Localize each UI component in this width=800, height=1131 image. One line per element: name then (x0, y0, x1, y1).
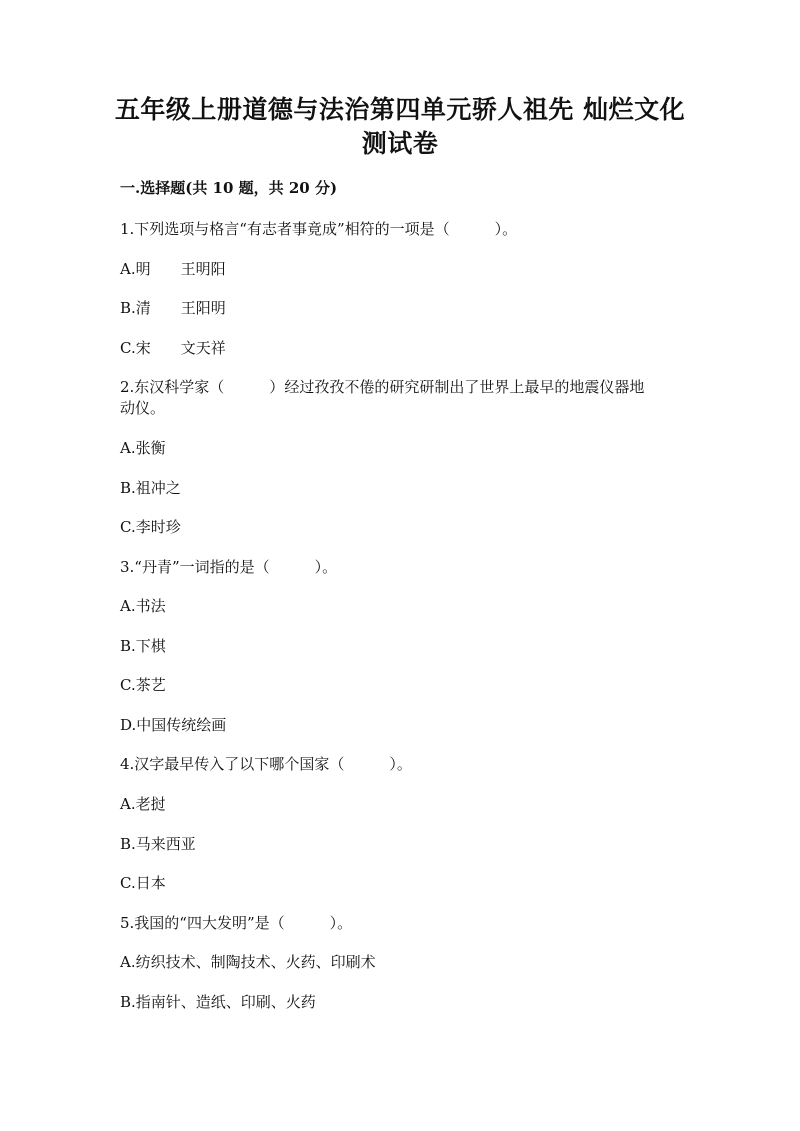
question-1-option-a: A.明 王明阳 (120, 260, 226, 278)
question-5-option-b: B.指南针、造纸、印刷、火药 (120, 993, 316, 1011)
question-1-option-b: B.清 王阳明 (120, 299, 226, 317)
question-3-option-b: B.下棋 (120, 637, 166, 655)
question-3-option-c: C.茶艺 (120, 676, 166, 694)
question-4-option-b: B.马来西亚 (120, 835, 196, 853)
question-1-option-c: C.宋 文天祥 (120, 339, 226, 357)
question-3-option-a: A.书法 (120, 597, 166, 615)
question-4-option-c: C.日本 (120, 874, 166, 892)
question-5-option-a: A.纺织技术、制陶技术、火药、印刷术 (120, 953, 376, 971)
question-5-text: 5.我国的“四大发明”是（ ）。 (120, 914, 353, 932)
question-3-text: 3.“丹青”一词指的是（ ）。 (120, 558, 338, 576)
question-2-option-c: C.李时珍 (120, 518, 181, 536)
section-heading: 一.选择题(共 10 题，共 20 分) (120, 179, 338, 197)
question-2-text-line-2: 动仪。 (120, 399, 166, 417)
question-2-option-a: A.张衡 (120, 439, 166, 457)
page-title-line-1: 五年级上册道德与法治第四单元骄人祖先 灿烂文化 (114, 95, 686, 124)
page-title-line-2: 测试卷 (361, 129, 439, 158)
question-1-text: 1.下列选项与格言“有志者事竟成”相符的一项是（ ）。 (120, 220, 518, 238)
question-2-option-b: B.祖冲之 (120, 479, 181, 497)
question-3-option-d: D.中国传统绘画 (120, 716, 227, 734)
question-4-option-a: A.老挝 (120, 795, 166, 813)
question-4-text: 4.汉字最早传入了以下哪个国家（ ）。 (120, 755, 412, 773)
question-2-text-line-1: 2.东汉科学家（ ）经过孜孜不倦的研究研制出了世界上最早的地震仪器地 (120, 378, 645, 396)
